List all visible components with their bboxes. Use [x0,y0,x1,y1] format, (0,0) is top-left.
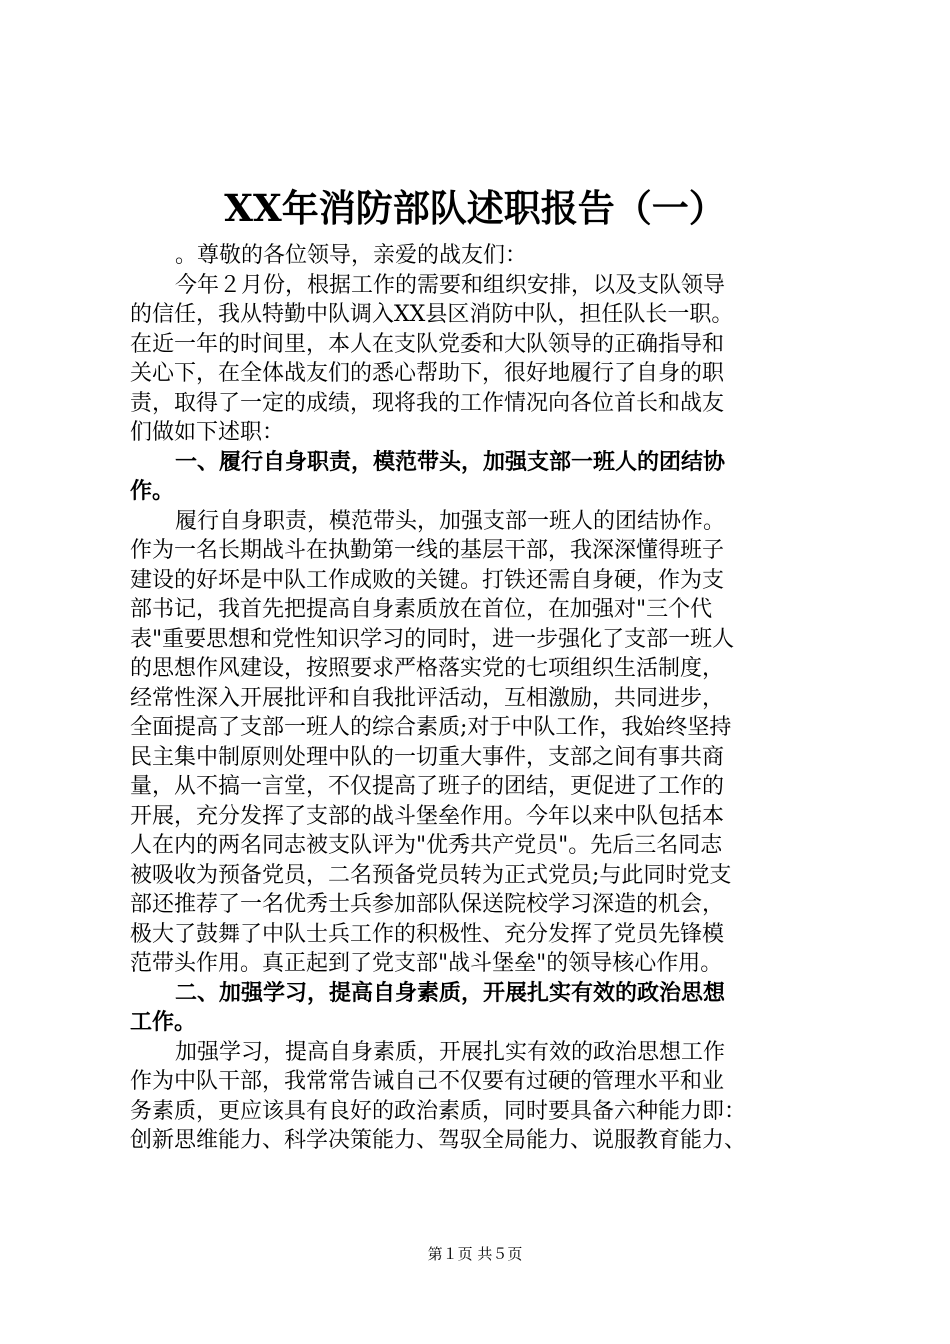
section-heading-line: 二、加强学习，提高自身素质，开展扎实有效的政治思想 [175,980,726,1006]
paragraph-line: 在近一年的时间里，本人在支队党委和大队领导的正确指导和 [130,331,725,357]
document-body [130,241,828,1156]
paragraph-line: 加强学习，提高自身素质，开展扎实有效的政治思想工作 [175,1039,726,1065]
paragraph-line: 履行自身职责，模范带头，加强支部一班人的团结协作。 [175,508,726,534]
document-title: XX年消防部队述职报告（一） [224,186,726,230]
paragraph-line: 经常性深入开展批评和自我批评活动，互相激励，共同进步， [130,685,725,711]
page-footer: 第１页 共５页 [427,1245,523,1263]
paragraph-line: 表"重要思想和党性知识学习的同时，进一步强化了支部一班人 [130,626,735,652]
paragraph-line: 范带头作用。真正起到了党支部"战斗堡垒"的领导核心作用。 [130,951,723,976]
paragraph-line: 的思想作风建设，按照要求严格落实党的七项组织生活制度， [130,656,725,681]
paragraph-line: 被吸收为预备党员，二名预备党员转为正式党员;与此同时党支 [130,862,732,888]
paragraph-line: 务素质，更应该具有良好的政治素质，同时要具备六种能力即： [130,1098,747,1124]
paragraph-line: 部书记，我首先把提高自身素质放在首位，在加强对"三个代 [130,597,713,622]
paragraph-line: 建设的好坏是中队工作成败的关键。打铁还需自身硬，作为支 [130,567,725,593]
paragraph-line: 量，从不搞一言堂，不仅提高了班子的团结，更促进了工作的 [130,774,725,799]
paragraph-line: 今年２月份，根据工作的需要和组织安排，以及支队领导 [175,272,726,298]
paragraph-line: 。尊敬的各位领导，亲爱的战友们： [175,243,528,268]
paragraph-line: 作为中队干部，我常常告诫自己不仅要有过硬的管理水平和业 [130,1069,725,1094]
paragraph-line: 民主集中制原则处理中队的一切重大事件，支部之间有事共商 [130,744,725,770]
section-heading-line: 工作。 [130,1010,197,1035]
paragraph-line: 开展，充分发挥了支部的战斗堡垒作用。今年以来中队包括本 [130,803,725,829]
paragraph-line: 们做如下述职： [130,420,285,445]
section-heading-line: 作。 [130,479,175,504]
paragraph-line: 作为一名长期战斗在执勤第一线的基层干部，我深深懂得班子 [130,538,725,563]
section-heading-line: 一、履行自身职责，模范带头，加强支部一班人的团结协 [175,449,726,475]
paragraph-line: 全面提高了支部一班人的综合素质;对于中队工作，我始终坚持 [130,715,732,740]
paragraph-line: 关心下，在全体战友们的悉心帮助下，很好地履行了自身的职 [130,361,725,386]
paragraph-line: 责，取得了一定的成绩，现将我的工作情况向各位首长和战友 [130,390,725,416]
paragraph-line: 的信任，我从特勤中队调入XX县区消防中队，担任队长一职。 [130,302,734,327]
paragraph-line: 部还推荐了一名优秀士兵参加部队保送院校学习深造的机会， [130,892,725,917]
paragraph-line: 极大了鼓舞了中队士兵工作的积极性、充分发挥了党员先锋模 [130,921,725,947]
paragraph-line: 创新思维能力、科学决策能力、驾驭全局能力、说服教育能力、 [130,1128,747,1153]
paragraph-line: 人在内的两名同志被支队评为"优秀共产党员"。先后三名同志 [130,833,723,858]
